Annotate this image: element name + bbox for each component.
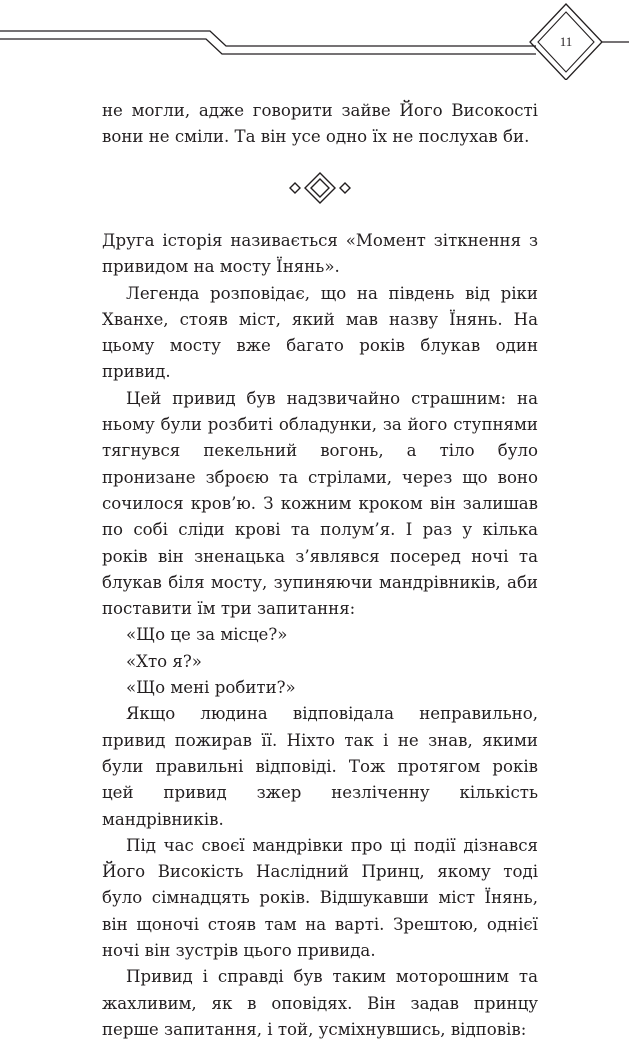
- paragraph-legend: Легенда розповідає, що на південь від ріки Хванхе, стояв міст, який мав назву Їнянь. На цьому мосту вже багато років блукав один привид.: [102, 283, 538, 382]
- large-diamond-outer-icon: [305, 173, 335, 203]
- paragraph-title-story: Друга історія називається «Момент зіткнення з привидом на мосту Їнянь».: [102, 231, 538, 277]
- paragraph-ghost-description: Цей привид був надзвичайно страшним: на ньому були розбиті обладунки, за його ступнями тягнувся пекельний вогонь, а тіло було пронизане зброєю та стрілами, через що воно сочилося кров’ю. З кожним кроком він залишав по собі сліди крові та полум’я. І раз у кілька років він зненацька з’являвся посеред ночі та блукав біля мосту, зупиняючи мандрівників, аби поставити їм три запитання:: [102, 388, 538, 619]
- main-text-block: [102, 228, 538, 1043]
- paragraph-wrong-answer: Якщо людина відповідала неправильно, привид пожирав її. Ніхто так і не знав, якими були правильні відповіді. Тож протягом років цей привид зжер незліченну кількість мандрівників.: [102, 704, 538, 829]
- header-ornament: [0, 0, 629, 80]
- small-diamond-left-icon: [290, 183, 300, 193]
- paragraph-crown-prince: Під час своєї мандрівки про ці події дізнався Його Високість Наслідний Принц, якому тоді було сімнадцять років. Відшукавши міст Їнянь, він щоночі стояв там на варті. Зрештою, однієї ночі він зустрів цього привида.: [102, 835, 538, 961]
- page-number: 11: [559, 34, 573, 49]
- opening-paragraph-block: [102, 98, 538, 151]
- small-diamond-right-icon: [340, 183, 350, 193]
- paragraph-continuation: не могли, адже говорити зайве Його Високості вони не сміли. Та він усе одно їх не послухав би.: [102, 101, 538, 147]
- large-diamond-inner-icon: [311, 179, 329, 197]
- question-three: «Що мені робити?»: [126, 678, 296, 698]
- paragraph-first-question: Привид і справді був таким моторошним та жахливим, як в оповідях. Він задав принцу перше запитання, і той, усміхнувшись, відповів:: [102, 967, 538, 1039]
- question-two: «Хто я?»: [126, 651, 202, 671]
- section-separator-ornament: [280, 168, 360, 208]
- question-one: «Що це за місце?»: [126, 625, 288, 645]
